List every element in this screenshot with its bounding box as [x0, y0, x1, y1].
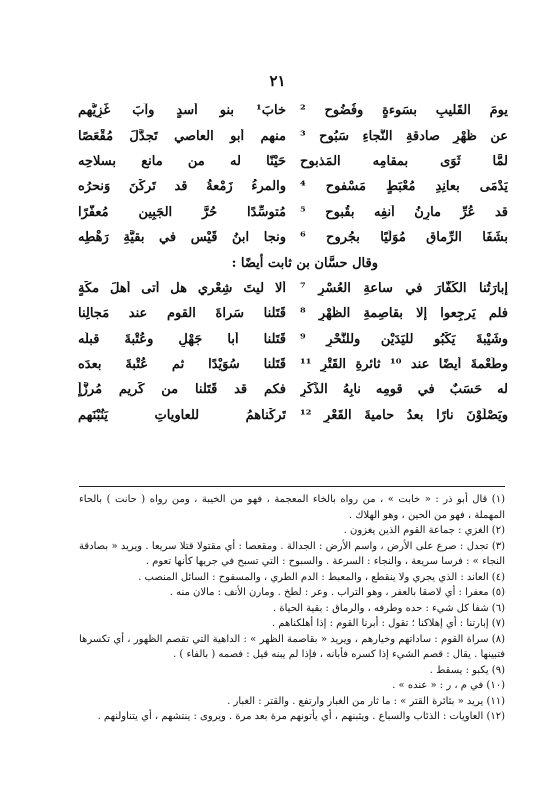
footnote-divider — [79, 486, 505, 487]
footnote: (٩) يكبو : يسقط . — [429, 664, 505, 676]
verse-first-hemistich: منهم أبو العاصي تَجدَّلَ مُقْعَصًا — [78, 128, 286, 144]
verse-line — [78, 123, 508, 148]
verse-line — [78, 149, 508, 174]
verse-second-hemistich: وطُعْمةَ أيضًا عند ¹⁰ ثائرةِ القَتْرِ ¹¹ — [300, 357, 508, 373]
footnote: (١٠) في م ، ر : « عنده » . — [392, 680, 505, 691]
verse-second-hemistich: له حَسَبٌ في قومِه نابِهُ الذِّكْرِ — [300, 382, 508, 398]
verse-second-hemistich: إبارَتُنا الكُفَّارَ في ساعةِ العُسْرِ ⁷ — [300, 280, 508, 296]
footnote: (١) قال أبو ذر : « خابت » ، من رواه بالخاء المعجمة ، فهو من الخيبة ، ومن رواه ( حانت ) بالحاء المهملة ، فهو من الحين ، وهو الهلاك . — [79, 494, 505, 521]
footnote: (٤) العاند : الذي يجري ولا ينقطع ، والمعبط : الدم الطري ، والمسفوح : السائل المنصب . — [138, 571, 505, 583]
footnote: (٥) معفرا : أي لاصقا بالعفر ، وهو التراب . وعر : لطخ . ومارن الأنف : مالان منه . — [169, 587, 505, 598]
verse-first-hemistich: فكم قد قَتَلْنا من كَريمٍ مُرزَّأٍ — [78, 382, 286, 398]
verse-line — [78, 327, 508, 352]
verse-first-hemistich: ألا ليتَ شِعْري هل أتى أهلَ مكَّةٍ — [78, 280, 286, 296]
poem-block — [78, 98, 508, 428]
footnote: (٧) إبارتنا : أي إهلاكنا ؛ تقول : أبرنا القوم : إذا أهلكناهم . — [271, 618, 505, 629]
verse-first-hemistich: خابَ¹ بنو أسدٍ وآبَ غَزِيُّهم — [78, 103, 286, 119]
verse-line — [78, 98, 508, 123]
footnote: (٢) الغزي : جماعة القوم الذين يغزون . — [343, 525, 505, 536]
verse-first-hemistich: قَتَلْنا سُوَيْدًا ثم عُتْبةَ بعدَه — [78, 357, 286, 373]
verse-line — [78, 403, 508, 428]
verse-first-hemistich: مُتوسِّدًا حُرَّ الجَبِينِ مُعفَّرًا — [78, 204, 286, 220]
verse-first-hemistich: حَيْنًا له من مانعٍ بسلاحِه — [78, 153, 286, 169]
verse-second-hemistich: وشَيْبةَ يَكْبُو لليَدَيْنِ وللنَّحْرِ ⁹ — [300, 331, 508, 347]
verse-second-hemistich: عن ظَهْرِ صادقةِ النَّجاءِ سَبُوحِ ³ — [300, 128, 508, 144]
verse-first-hemistich: تَركْناهمُ للعاوياتِ يَنُبْنَهم — [78, 407, 286, 423]
footnote: (٦) شفا كل شيء : حده وطرفه ، والرماق : بقية الحياة . — [273, 602, 505, 614]
poem-heading — [78, 250, 508, 275]
footnote: (٨) سراة القوم : ساداتهم وخيارهم ، ويريد « بقاصمة الظهر » : الداهية التي تقصم الظهور ، أي تكسرها فتبينها . يقال : قصم الشيء إذا كسره فأبانه ، فإذا لم يبنه قيل : فصمه ( بالفاء ) . — [79, 633, 505, 660]
verse-second-hemistich: فلم يَرجِعوا إلا بقاصِمةِ الظَّهْرِ ⁸ — [300, 306, 508, 322]
page-number: ٢١ — [269, 72, 286, 90]
verse-second-hemistich: يومَ القَليبِ بسَوءةٍ وفُضُوحِ ² — [300, 103, 508, 119]
heading-text: وقال حسَّان بن ثابت أيضًا : — [231, 255, 378, 271]
verse-line — [78, 377, 508, 402]
verse-second-hemistich: ويَصْلَوْنَ نارًا بعدُ حاميةَ القَعْرِ ¹² — [300, 407, 508, 423]
verse-line — [78, 200, 508, 225]
verse-line — [78, 174, 508, 199]
verse-line — [78, 276, 508, 301]
verse-line — [78, 225, 508, 250]
verse-second-hemistich: قد عُرِّ مارِنُ أنفِه بقُبوحِ ⁵ — [300, 204, 508, 220]
verse-line — [78, 301, 508, 326]
footnote: (٣) تجدل : صرع على الأرض ، واسم الأرض : الجدالة . ومقعصا : أي مقتولا قتلا سريعا . ويريد « بصادقة النجاء » : فرسا سريعة ، والنجاء : السرعة . والسبوح : التي تسبح في جريها كأنها تعوم . — [79, 540, 505, 567]
verse-first-hemistich: ونجا ابنُ قَيْسٍ في بقيَّةِ رَهْطِه — [78, 230, 286, 246]
verse-line — [78, 352, 508, 377]
footnote: (١٢) العاويات : الذئاب والسباع . ويثبنهم ، أي يأتونهم مرة بعد مرة . ويروى : ينتشهم ، أي يتناولنهم . — [97, 711, 505, 722]
verse-first-hemistich: قَتَلْنا أبا جَهْلٍ وعُتْبةَ قبلَه — [78, 331, 286, 347]
footnotes — [79, 492, 505, 725]
verse-first-hemistich: والمرءُ زَمْعةُ قد تَركْنَ وَنحرُه — [78, 179, 286, 195]
footnote: (١١) يريد « بثائرة القتر » : ما ثار من الغبار وارتفع . والقتر : الغبار . — [227, 695, 505, 707]
verse-second-hemistich: لمَّا ثَوَى بمقامِه المَذبوحِ — [300, 153, 508, 169]
verse-first-hemistich: قَتَلْنا سَراةَ القومِ عند مَجالِنا — [78, 306, 286, 322]
verse-second-hemistich: بشَفَا الرِّماقِ مُوَلِّيًا بجُروحِ ⁶ — [300, 230, 508, 246]
verse-second-hemistich: يَدْمَى بعانِدِ مُعْبَطٍ مَسْفوحِ ⁴ — [300, 179, 508, 195]
